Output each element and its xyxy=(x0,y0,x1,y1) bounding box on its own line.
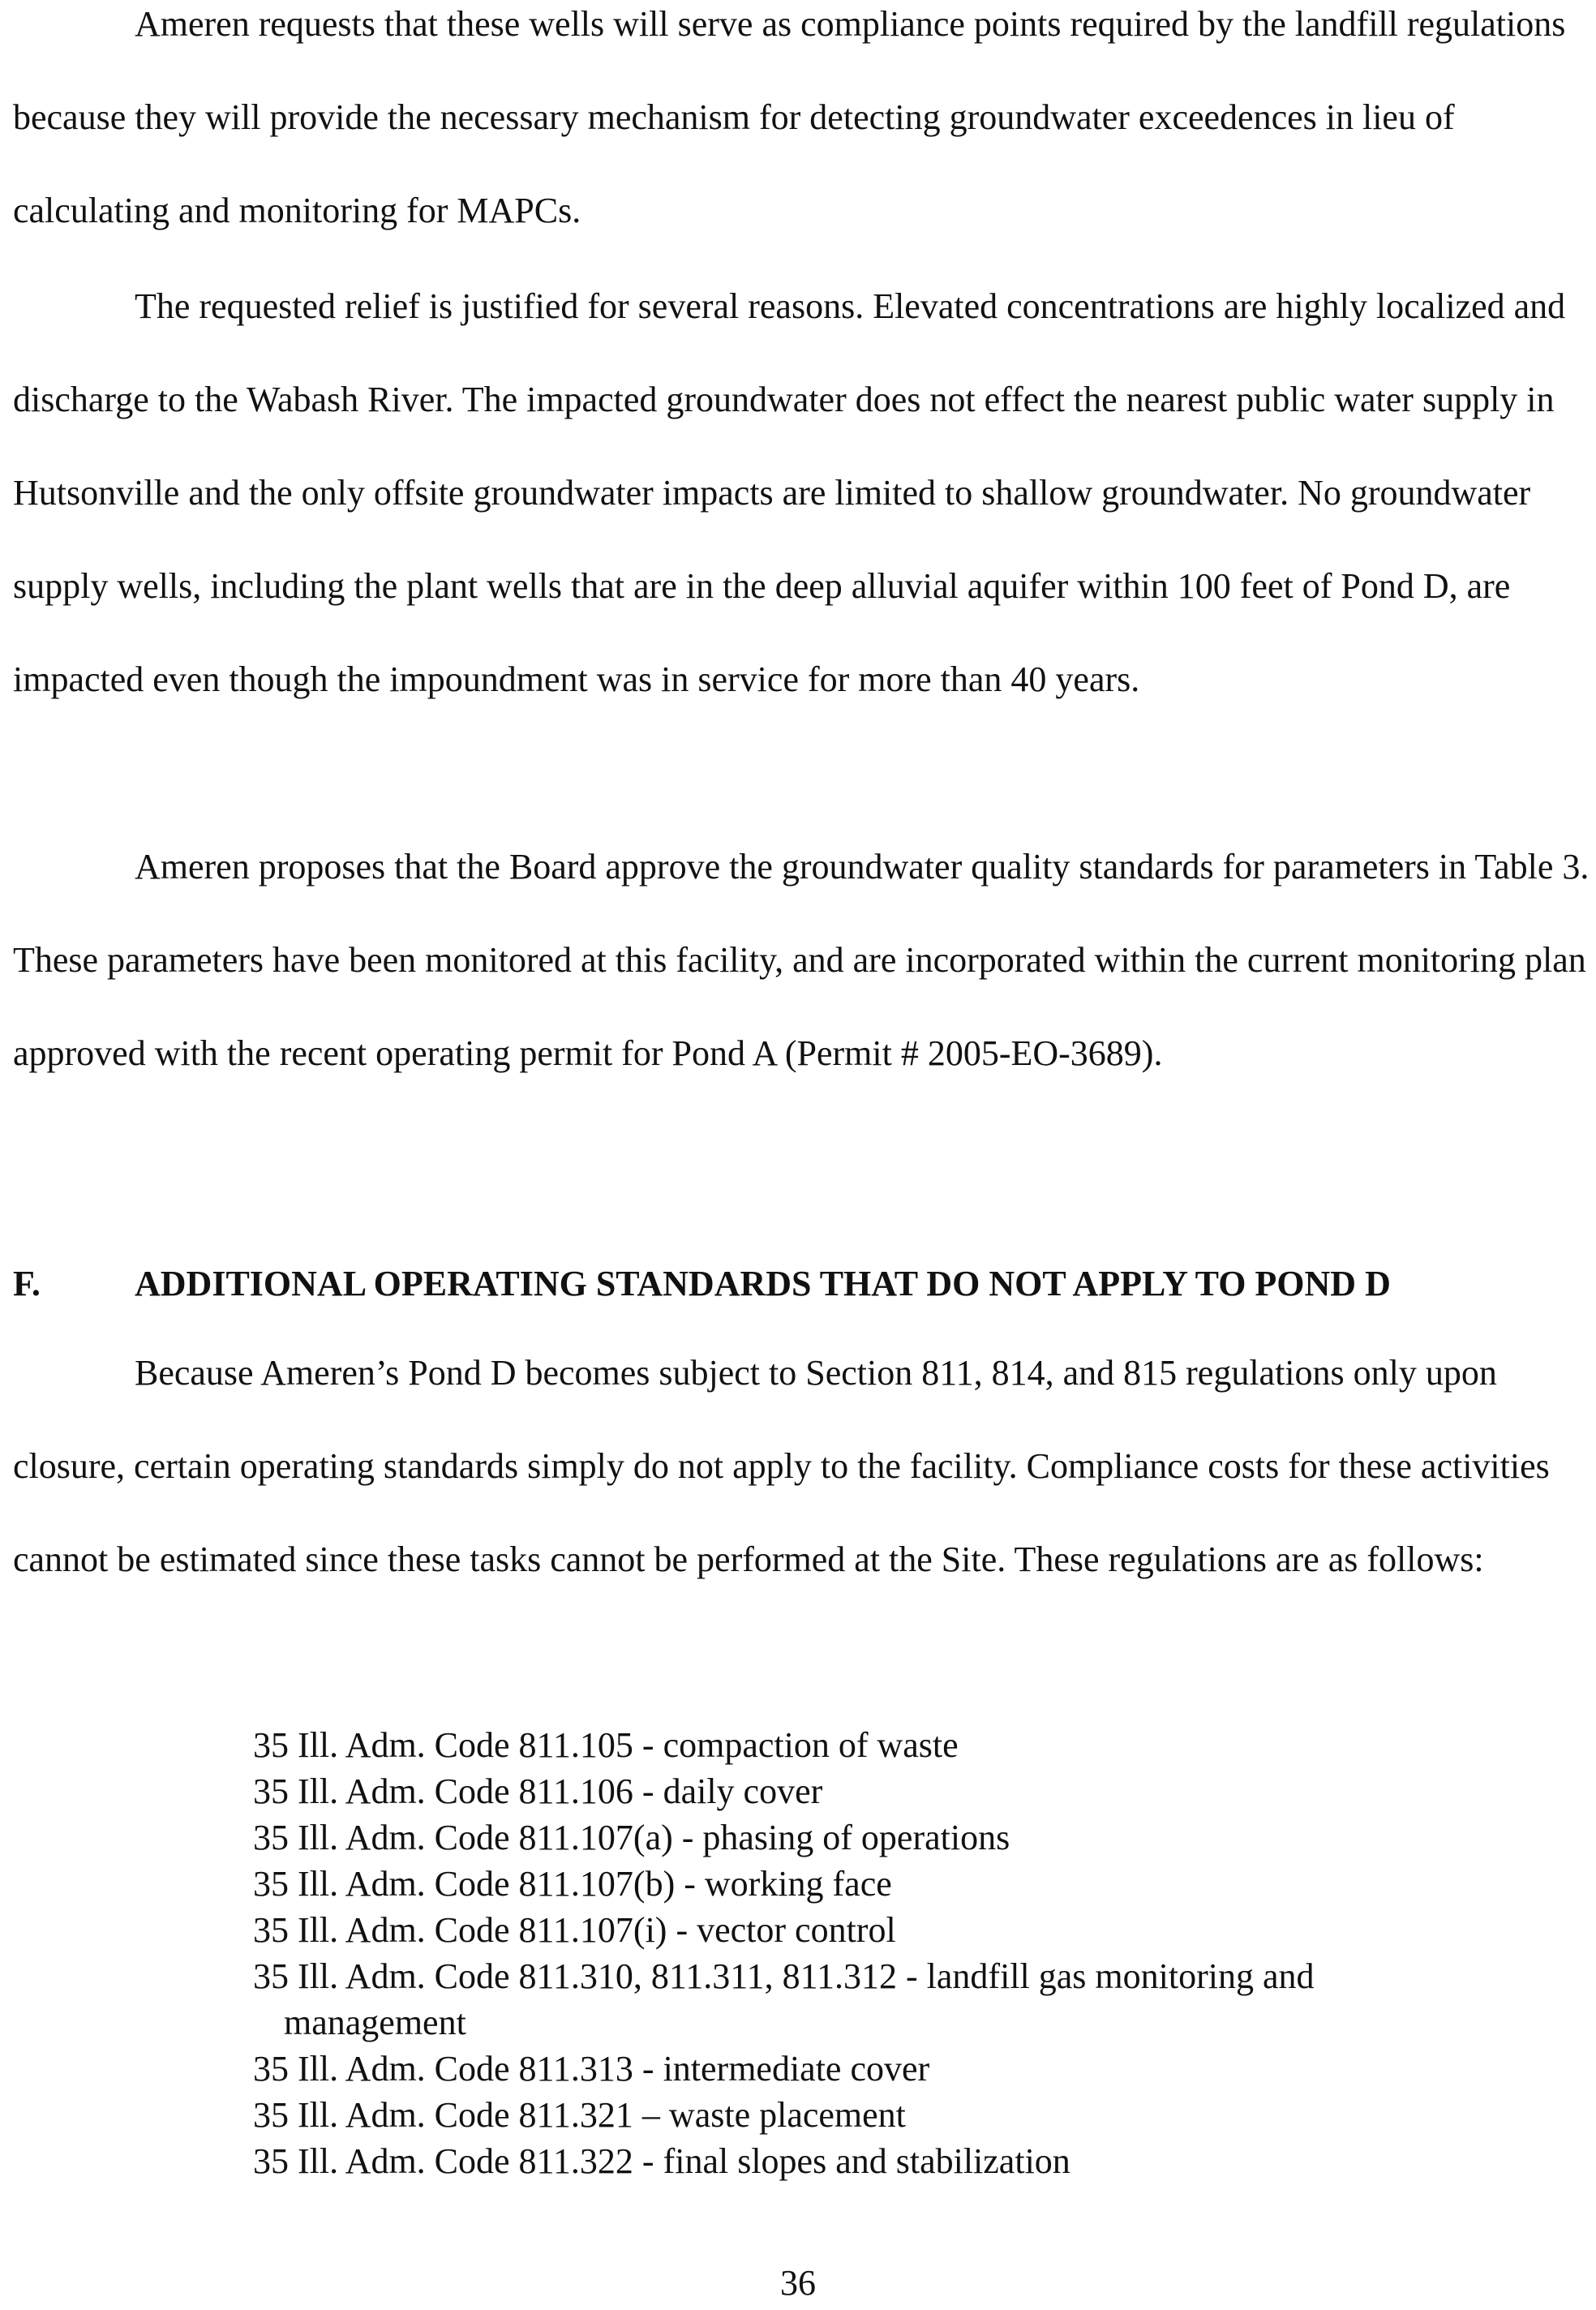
regulation-item: 35 Ill. Adm. Code 811.107(a) - phasing of operations xyxy=(253,1818,1010,1857)
paragraph-text: Ameren proposes that the Board approve the groundwater quality standards for parameters in Table 3. These parameters have been monitored at this facility, and are incorporated within the current monitoring plan approved with the recent operating permit for Pond A (Permit # 2005-EO-3689). xyxy=(13,847,1590,1073)
paragraph-relief-justification xyxy=(13,260,1594,726)
regulation-item: 35 Ill. Adm. Code 811.107(i) - vector control xyxy=(253,1910,896,1950)
regulation-item: 35 Ill. Adm. Code 811.322 - final slopes and stabilization xyxy=(253,2141,1070,2181)
regulation-item: 35 Ill. Adm. Code 811.321 – waste placement xyxy=(253,2095,906,2135)
paragraph-text: Because Ameren’s Pond D becomes subject to Section 811, 814, and 815 regulations only upon closure, certain operating standards simply do not apply to the facility. Compliance costs for these activities cannot be estimated since these tasks cannot be performed at the Site. These regulations are as follows: xyxy=(13,1353,1550,1579)
paragraph-compliance-points xyxy=(13,0,1594,257)
section-heading xyxy=(13,1257,1594,1311)
regulation-item: 35 Ill. Adm. Code 811.106 - daily cover xyxy=(253,1771,823,1811)
regulation-item: 35 Ill. Adm. Code 811.107(b) - working face xyxy=(253,1864,892,1904)
paragraph-operating-standards xyxy=(13,1326,1594,1606)
regulation-list xyxy=(253,1722,1388,2184)
regulation-item: 35 Ill. Adm. Code 811.105 - compaction of waste xyxy=(253,1725,959,1765)
paragraph-text: The requested relief is justified for several reasons. Elevated concentrations are highly localized and discharge to the Wabash River. The impacted groundwater does not effect the nearest public water supply in Hutsonville and the only offsite groundwater impacts are limited to shallow groundwater. No groundwater supply wells, including the plant wells that are in the deep alluvial aquifer within 100 feet of Pond D, are impacted even though the impoundment was in service for more than 40 years. xyxy=(13,286,1566,699)
section-title: ADDITIONAL OPERATING STANDARDS THAT DO NOT APPLY TO POND D xyxy=(135,1264,1391,1303)
page-number: 36 xyxy=(780,2263,816,2303)
paragraph-text: Ameren requests that these wells will serve as compliance points required by the landfill regulations because they will provide the necessary mechanism for detecting groundwater exceedences in lieu of calculating and monitoring for MAPCs. xyxy=(13,4,1566,230)
paragraph-groundwater-standards xyxy=(13,820,1594,1100)
regulation-item: 35 Ill. Adm. Code 811.313 - intermediate cover xyxy=(253,2049,930,2089)
regulation-item: 35 Ill. Adm. Code 811.310, 811.311, 811.312 - landfill gas monitoring and management xyxy=(253,1956,1315,2042)
section-letter: F. xyxy=(13,1264,41,1303)
